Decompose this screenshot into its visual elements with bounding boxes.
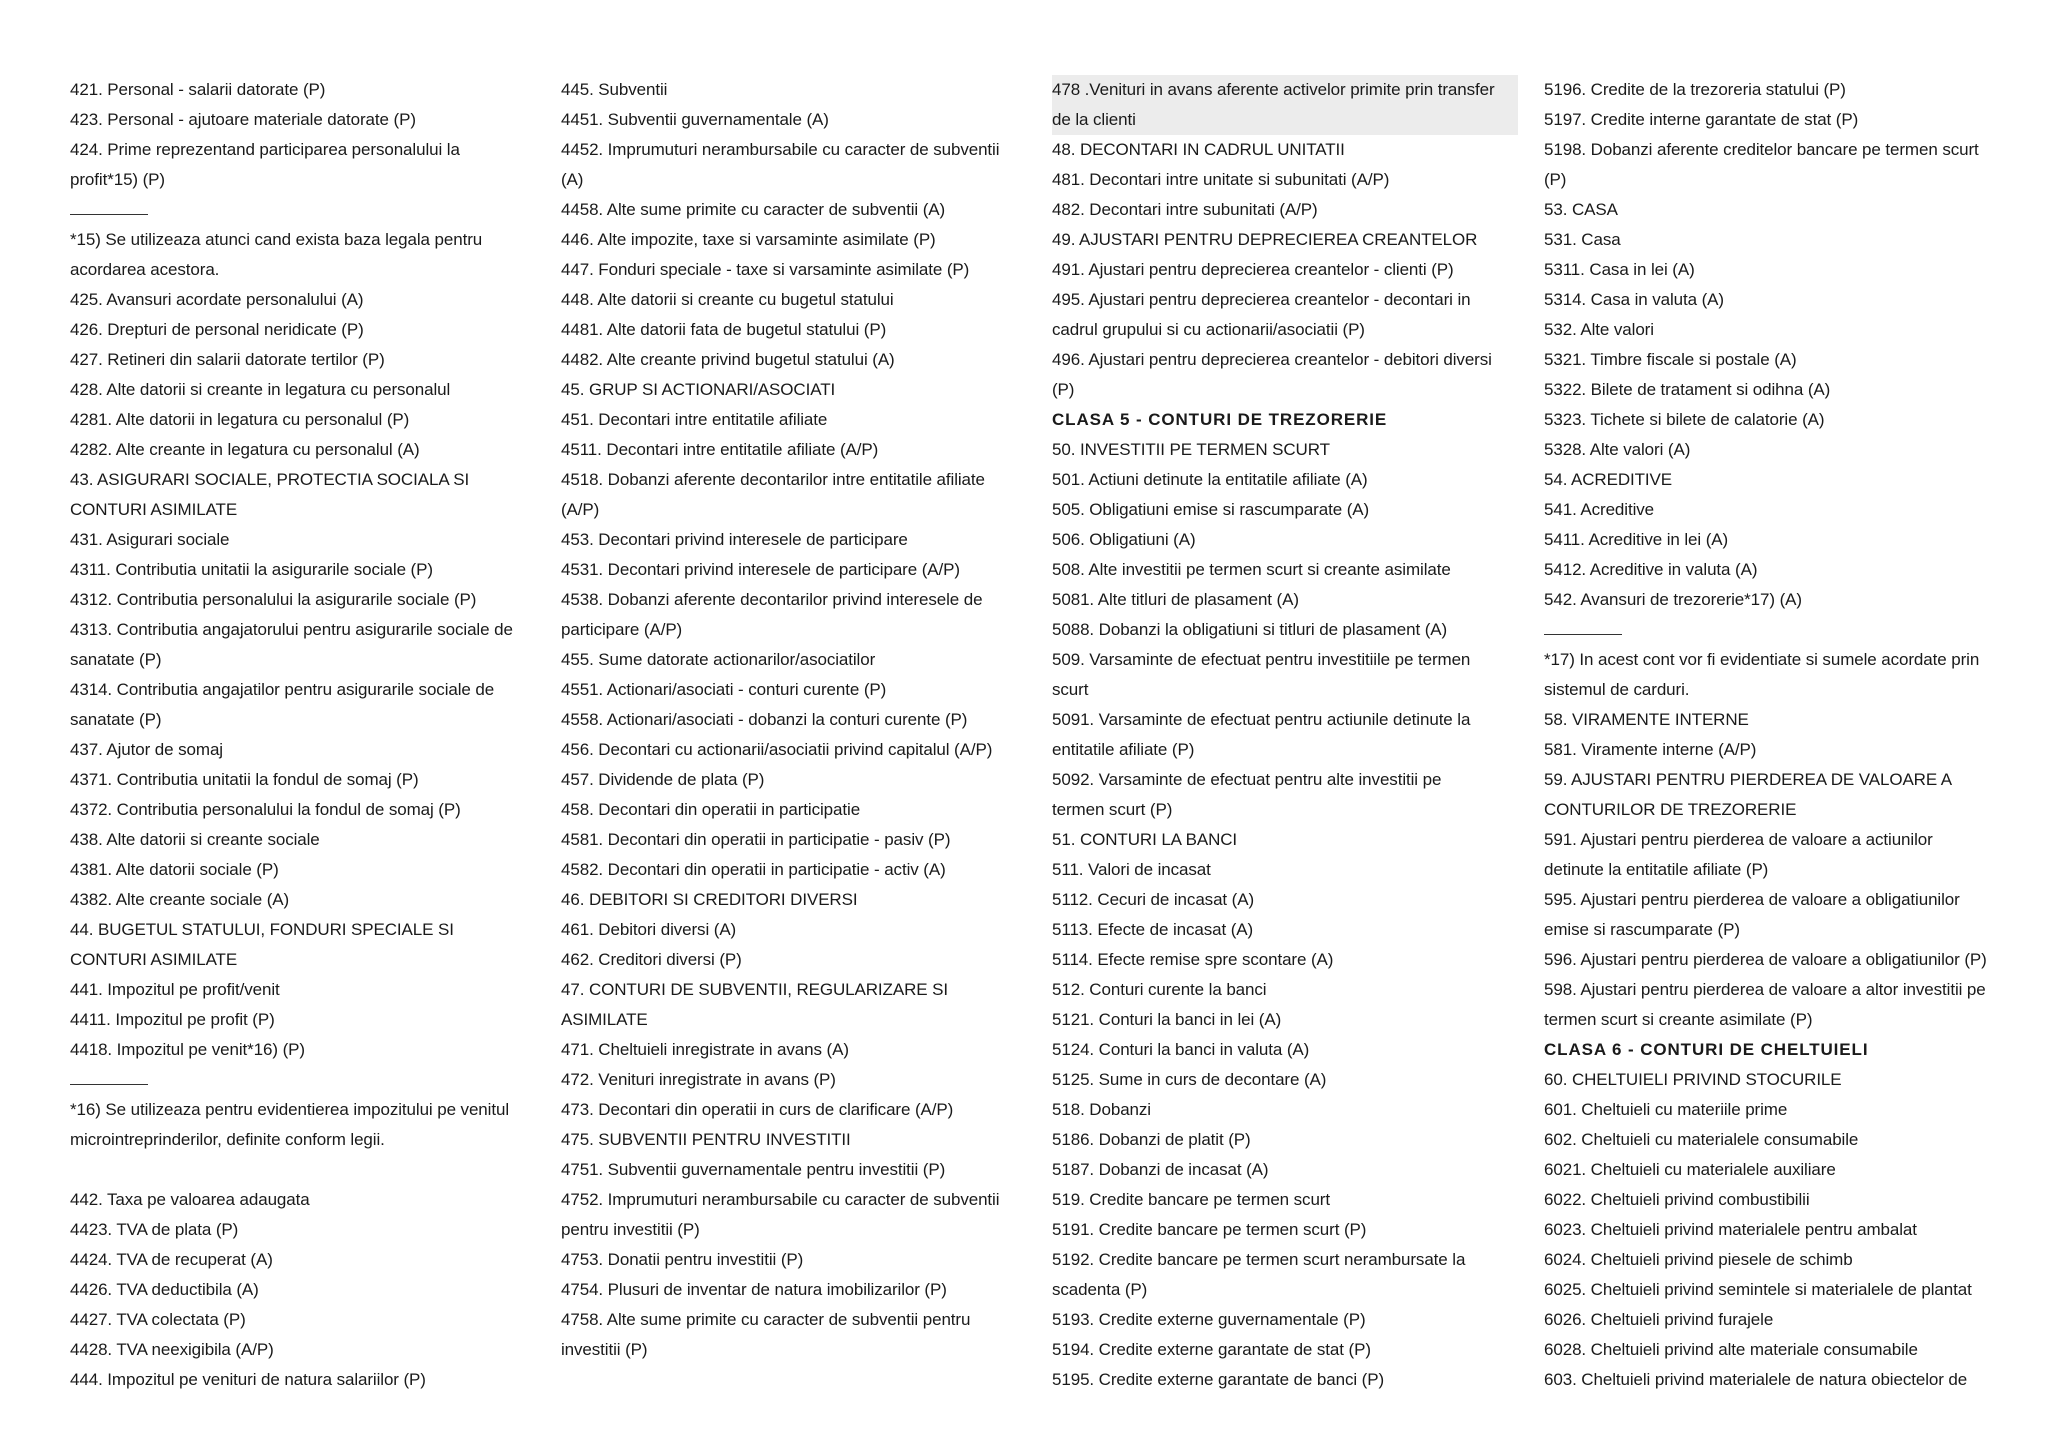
text-line: 425. Avansuri acordate personalului (A) bbox=[70, 290, 364, 309]
text-line: 5091. Varsaminte de efectuat pentru actiunile detinute la bbox=[1052, 710, 1471, 729]
text-line: 4582. Decontari din operatii in participatie - activ (A) bbox=[561, 860, 946, 879]
text-line: 496. Ajustari pentru deprecierea creantelor - debitori diversi bbox=[1052, 350, 1492, 369]
text-line: 591. Ajustari pentru pierderea de valoare a actiunilor bbox=[1544, 830, 1933, 849]
text-line: (A) bbox=[561, 170, 584, 189]
text-line: 512. Conturi curente la banci bbox=[1052, 980, 1267, 999]
text-line: 518. Dobanzi bbox=[1052, 1100, 1151, 1119]
text-line: 481. Decontari intre unitate si subunitati (A/P) bbox=[1052, 170, 1390, 189]
text-line: 6026. Cheltuieli privind furajele bbox=[1544, 1310, 1774, 1329]
highlighted-text-line: de la clienti bbox=[1052, 105, 1518, 135]
text-line: 471. Cheltuieli inregistrate in avans (A) bbox=[561, 1040, 849, 1059]
text-line: 53. CASA bbox=[1544, 200, 1618, 219]
text-line: 4312. Contributia personalului la asigurarile sociale (P) bbox=[70, 590, 477, 609]
text-line: entitatile afiliate (P) bbox=[1052, 740, 1195, 759]
footnote-separator bbox=[70, 1065, 532, 1095]
text-line: (P) bbox=[1544, 170, 1567, 189]
footnote-separator bbox=[70, 195, 532, 225]
text-line: 506. Obligatiuni (A) bbox=[1052, 530, 1196, 549]
text-line: 475. SUBVENTII PENTRU INVESTITII bbox=[561, 1130, 851, 1149]
text-line: 532. Alte valori bbox=[1544, 320, 1654, 339]
text-line: 5195. Credite externe garantate de banci (P) bbox=[1052, 1370, 1385, 1389]
text-line: 595. Ajustari pentru pierderea de valoare a obligatiunilor bbox=[1544, 890, 1960, 909]
text-line: termen scurt si creante asimilate (P) bbox=[1544, 1010, 1813, 1029]
text-line: 51. CONTURI LA BANCI bbox=[1052, 830, 1238, 849]
text-line: 5186. Dobanzi de platit (P) bbox=[1052, 1130, 1251, 1149]
text-line: 5411. Acreditive in lei (A) bbox=[1544, 530, 1729, 549]
text-line: 4581. Decontari din operatii in participatie - pasiv (P) bbox=[561, 830, 951, 849]
text-line: 4411. Impozitul pe profit (P) bbox=[70, 1010, 275, 1029]
text-line: 58. VIRAMENTE INTERNE bbox=[1544, 710, 1749, 729]
text-line: 4372. Contributia personalului la fondul de somaj (P) bbox=[70, 800, 461, 819]
text-line: 4382. Alte creante sociale (A) bbox=[70, 890, 290, 909]
text-line: 4428. TVA neexigibila (A/P) bbox=[70, 1340, 274, 1359]
text-line: 5114. Efecte remise spre scontare (A) bbox=[1052, 950, 1334, 969]
text-line: 4751. Subventii guvernamentale pentru investitii (P) bbox=[561, 1160, 946, 1179]
text-line: 4458. Alte sume primite cu caracter de subventii (A) bbox=[561, 200, 946, 219]
text-line: 5088. Dobanzi la obligatiuni si titluri de plasament (A) bbox=[1052, 620, 1448, 639]
text-line: 4281. Alte datorii in legatura cu personalul (P) bbox=[70, 410, 410, 429]
section-heading: CLASA 6 - CONTURI DE CHELTUIELI bbox=[1544, 1040, 1869, 1059]
text-line: 462. Creditori diversi (P) bbox=[561, 950, 742, 969]
text-line: 461. Debitori diversi (A) bbox=[561, 920, 737, 939]
text-line: 491. Ajustari pentru deprecierea creantelor - clienti (P) bbox=[1052, 260, 1454, 279]
text-line: acordarea acestora. bbox=[70, 260, 220, 279]
text-line: 46. DEBITORI SI CREDITORI DIVERSI bbox=[561, 890, 858, 909]
text-line: 601. Cheltuieli cu materiile prime bbox=[1544, 1100, 1788, 1119]
text-line: ASIMILATE bbox=[561, 1010, 648, 1029]
text-line: 4314. Contributia angajatilor pentru asigurarile sociale de bbox=[70, 680, 495, 699]
text-line: 541. Acreditive bbox=[1544, 500, 1655, 519]
text-line: 445. Subventii bbox=[561, 80, 668, 99]
text-line: 47. CONTURI DE SUBVENTII, REGULARIZARE SI bbox=[561, 980, 948, 999]
text-line: detinute la entitatile afiliate (P) bbox=[1544, 860, 1769, 879]
text-line: 45. GRUP SI ACTIONARI/ASOCIATI bbox=[561, 380, 836, 399]
text-line: 508. Alte investitii pe termen scurt si creante asimilate bbox=[1052, 560, 1451, 579]
text-line: 6024. Cheltuieli privind piesele de schimb bbox=[1544, 1250, 1853, 1269]
text-line: 6025. Cheltuieli privind semintele si materialele de plantat bbox=[1544, 1280, 1972, 1299]
text-line: 5192. Credite bancare pe termen scurt nerambursate la bbox=[1052, 1250, 1466, 1269]
text-line: scadenta (P) bbox=[1052, 1280, 1148, 1299]
text-line: 472. Venituri inregistrate in avans (P) bbox=[561, 1070, 836, 1089]
text-line: 4551. Actionari/asociati - conturi curente (P) bbox=[561, 680, 887, 699]
text-line: 5196. Credite de la trezoreria statului (P) bbox=[1544, 80, 1846, 99]
text-line: CONTURI ASIMILATE bbox=[70, 950, 238, 969]
footnote-text: *17) In acest cont vor fi evidentiate si sumele acordate prin bbox=[1544, 650, 1980, 669]
text-line: 4531. Decontari privind interesele de participare (A/P) bbox=[561, 560, 960, 579]
text-line: 5321. Timbre fiscale si postale (A) bbox=[1544, 350, 1797, 369]
text-line: 424. Prime reprezentand participarea personalului la bbox=[70, 140, 460, 159]
text-line: 50. INVESTITII PE TERMEN SCURT bbox=[1052, 440, 1330, 459]
column-4 bbox=[1544, 75, 2014, 1395]
column-2 bbox=[561, 75, 1016, 1365]
text-line: 596. Ajustari pentru pierderea de valoare a obligatiunilor (P) bbox=[1544, 950, 1987, 969]
text-line: (P) bbox=[1052, 380, 1075, 399]
text-line: emise si rascumparate (P) bbox=[1544, 920, 1740, 939]
text-line: 5197. Credite interne garantate de stat (P) bbox=[1544, 110, 1859, 129]
text-line: 5113. Efecte de incasat (A) bbox=[1052, 920, 1254, 939]
text-line: 4754. Plusuri de inventar de natura imobilizarilor (P) bbox=[561, 1280, 947, 1299]
text-line: 43. ASIGURARI SOCIALE, PROTECTIA SOCIALA SI bbox=[70, 470, 470, 489]
text-line: 4753. Donatii pentru investitii (P) bbox=[561, 1250, 804, 1269]
text-line: 6021. Cheltuieli cu materialele auxiliare bbox=[1544, 1160, 1836, 1179]
text-line: 49. AJUSTARI PENTRU DEPRECIEREA CREANTELOR bbox=[1052, 230, 1478, 249]
text-line: 5125. Sume in curs de decontare (A) bbox=[1052, 1070, 1327, 1089]
text-line: 4481. Alte datorii fata de bugetul statului (P) bbox=[561, 320, 887, 339]
text-line: 59. AJUSTARI PENTRU PIERDEREA DE VALOARE A bbox=[1544, 770, 1953, 789]
text-line: CONTURILOR DE TREZORERIE bbox=[1544, 800, 1797, 819]
text-line: 5412. Acreditive in valuta (A) bbox=[1544, 560, 1758, 579]
text-line: 4424. TVA de recuperat (A) bbox=[70, 1250, 273, 1269]
text-line: 437. Ajutor de somaj bbox=[70, 740, 223, 759]
text-line: 4423. TVA de plata (P) bbox=[70, 1220, 239, 1239]
footnote-text: *16) Se utilizeaza pentru evidentierea impozitului pe venitul bbox=[70, 1100, 509, 1119]
text-line: 6023. Cheltuieli privind materialele pentru ambalat bbox=[1544, 1220, 1917, 1239]
text-line: 5194. Credite externe garantate de stat (P) bbox=[1052, 1340, 1371, 1359]
text-line: 48. DECONTARI IN CADRUL UNITATII bbox=[1052, 140, 1345, 159]
text-line: 4518. Dobanzi aferente decontarilor intre entitatile afiliate bbox=[561, 470, 985, 489]
text-line: cadrul grupului si cu actionarii/asociatii (P) bbox=[1052, 320, 1365, 339]
text-line: 421. Personal - salarii datorate (P) bbox=[70, 80, 326, 99]
text-line: 4538. Dobanzi aferente decontarilor privind interesele de bbox=[561, 590, 983, 609]
text-line: 446. Alte impozite, taxe si varsaminte asimilate (P) bbox=[561, 230, 936, 249]
text-line: 447. Fonduri speciale - taxe si varsaminte asimilate (P) bbox=[561, 260, 970, 279]
highlighted-text-line: 478 .Venituri in avans aferente activelor primite prin transfer bbox=[1052, 75, 1518, 105]
text-line: 4558. Actionari/asociati - dobanzi la conturi curente (P) bbox=[561, 710, 968, 729]
text-line: 5081. Alte titluri de plasament (A) bbox=[1052, 590, 1299, 609]
text-line: 473. Decontari din operatii in curs de clarificare (A/P) bbox=[561, 1100, 954, 1119]
text-line: sanatate (P) bbox=[70, 710, 162, 729]
text-line: 6022. Cheltuieli privind combustibilii bbox=[1544, 1190, 1810, 1209]
text-line: 4427. TVA colectata (P) bbox=[70, 1310, 246, 1329]
text-line: sistemul de carduri. bbox=[1544, 680, 1690, 699]
text-line: 5124. Conturi la banci in valuta (A) bbox=[1052, 1040, 1310, 1059]
text-line: 495. Ajustari pentru deprecierea creantelor - decontari in bbox=[1052, 290, 1471, 309]
text-line: 542. Avansuri de trezorerie*17) (A) bbox=[1544, 590, 1802, 609]
text-line: 4426. TVA deductibila (A) bbox=[70, 1280, 259, 1299]
section-heading: CLASA 5 - CONTURI DE TREZORERIE bbox=[1052, 410, 1388, 429]
text-line: 431. Asigurari sociale bbox=[70, 530, 230, 549]
text-line: 54. ACREDITIVE bbox=[1544, 470, 1673, 489]
text-line: 6028. Cheltuieli privind alte materiale consumabile bbox=[1544, 1340, 1918, 1359]
text-line: 442. Taxa pe valoarea adaugata bbox=[70, 1190, 310, 1209]
text-line: 4313. Contributia angajatorului pentru asigurarile sociale de bbox=[70, 620, 513, 639]
text-line: 44. BUGETUL STATULUI, FONDURI SPECIALE SI bbox=[70, 920, 454, 939]
text-line: 509. Varsaminte de efectuat pentru investitiile pe termen bbox=[1052, 650, 1471, 669]
text-line: 438. Alte datorii si creante sociale bbox=[70, 830, 320, 849]
text-line: 441. Impozitul pe profit/venit bbox=[70, 980, 280, 999]
text-line: 519. Credite bancare pe termen scurt bbox=[1052, 1190, 1330, 1209]
text-line: 581. Viramente interne (A/P) bbox=[1544, 740, 1757, 759]
text-line: 458. Decontari din operatii in participatie bbox=[561, 800, 861, 819]
text-line: 505. Obligatiuni emise si rascumparate (A) bbox=[1052, 500, 1370, 519]
text-line: 423. Personal - ajutoare materiale datorate (P) bbox=[70, 110, 416, 129]
text-line: 4371. Contributia unitatii la fondul de somaj (P) bbox=[70, 770, 419, 789]
text-line: 501. Actiuni detinute la entitatile afiliate (A) bbox=[1052, 470, 1368, 489]
text-line: pentru investitii (P) bbox=[561, 1220, 700, 1239]
footnote-separator bbox=[1544, 615, 2014, 645]
text-line: 4758. Alte sume primite cu caracter de subventii pentru bbox=[561, 1310, 971, 1329]
text-line: investitii (P) bbox=[561, 1340, 648, 1359]
text-line: 5322. Bilete de tratament si odihna (A) bbox=[1544, 380, 1831, 399]
text-line: 482. Decontari intre subunitati (A/P) bbox=[1052, 200, 1318, 219]
text-line: termen scurt (P) bbox=[1052, 800, 1173, 819]
text-line: 5311. Casa in lei (A) bbox=[1544, 260, 1695, 279]
text-line: 456. Decontari cu actionarii/asociatii privind capitalul (A/P) bbox=[561, 740, 993, 759]
text-line: 598. Ajustari pentru pierderea de valoare a altor investitii pe bbox=[1544, 980, 1986, 999]
text-line: 427. Retineri din salarii datorate tertilor (P) bbox=[70, 350, 385, 369]
text-line: 5121. Conturi la banci in lei (A) bbox=[1052, 1010, 1282, 1029]
text-line: 4381. Alte datorii sociale (P) bbox=[70, 860, 279, 879]
text-line: 426. Drepturi de personal neridicate (P) bbox=[70, 320, 364, 339]
text-line: 4482. Alte creante privind bugetul statului (A) bbox=[561, 350, 895, 369]
text-line: CONTURI ASIMILATE bbox=[70, 500, 238, 519]
blank-line bbox=[70, 1155, 532, 1185]
column-3 bbox=[1052, 75, 1514, 1395]
text-line: 5187. Dobanzi de incasat (A) bbox=[1052, 1160, 1269, 1179]
text-line: (A/P) bbox=[561, 500, 600, 519]
text-line: 5112. Cecuri de incasat (A) bbox=[1052, 890, 1255, 909]
text-line: 4311. Contributia unitatii la asigurarile sociale (P) bbox=[70, 560, 433, 579]
text-line: 603. Cheltuieli privind materialele de natura obiectelor de bbox=[1544, 1370, 1968, 1389]
text-line: 4282. Alte creante in legatura cu personalul (A) bbox=[70, 440, 420, 459]
text-line: 453. Decontari privind interesele de participare bbox=[561, 530, 908, 549]
text-line: 4511. Decontari intre entitatile afiliate (A/P) bbox=[561, 440, 879, 459]
text-line: 531. Casa bbox=[1544, 230, 1621, 249]
text-line: microintreprinderilor, definite conform legii. bbox=[70, 1130, 385, 1149]
text-line: 451. Decontari intre entitatile afiliate bbox=[561, 410, 828, 429]
text-line: 4418. Impozitul pe venit*16) (P) bbox=[70, 1040, 305, 1059]
text-line: participare (A/P) bbox=[561, 620, 683, 639]
text-line: 444. Impozitul pe venituri de natura salariilor (P) bbox=[70, 1370, 426, 1389]
text-line: 5314. Casa in valuta (A) bbox=[1544, 290, 1724, 309]
text-line: 457. Dividende de plata (P) bbox=[561, 770, 765, 789]
text-line: 5092. Varsaminte de efectuat pentru alte investitii pe bbox=[1052, 770, 1442, 789]
footnote-text: *15) Se utilizeaza atunci cand exista baza legala pentru bbox=[70, 230, 483, 249]
text-line: 602. Cheltuieli cu materialele consumabile bbox=[1544, 1130, 1859, 1149]
text-line: 5328. Alte valori (A) bbox=[1544, 440, 1691, 459]
text-line: sanatate (P) bbox=[70, 650, 162, 669]
text-line: 4451. Subventii guvernamentale (A) bbox=[561, 110, 829, 129]
text-line: 5323. Tichete si bilete de calatorie (A) bbox=[1544, 410, 1825, 429]
text-line: 455. Sume datorate actionarilor/asociatilor bbox=[561, 650, 876, 669]
text-line: scurt bbox=[1052, 680, 1089, 699]
text-line: 5198. Dobanzi aferente creditelor bancare pe termen scurt bbox=[1544, 140, 1979, 159]
text-line: 60. CHELTUIELI PRIVIND STOCURILE bbox=[1544, 1070, 1842, 1089]
text-line: 5193. Credite externe guvernamentale (P) bbox=[1052, 1310, 1366, 1329]
text-line: 511. Valori de incasat bbox=[1052, 860, 1211, 879]
text-line: 4452. Imprumuturi nerambursabile cu caracter de subventii bbox=[561, 140, 1000, 159]
text-line: 448. Alte datorii si creante cu bugetul statului bbox=[561, 290, 894, 309]
text-line: 5191. Credite bancare pe termen scurt (P) bbox=[1052, 1220, 1367, 1239]
text-line: 428. Alte datorii si creante in legatura cu personalul bbox=[70, 380, 451, 399]
text-line: 4752. Imprumuturi nerambursabile cu caracter de subventii bbox=[561, 1190, 1000, 1209]
column-1 bbox=[70, 75, 532, 1395]
text-line: profit*15) (P) bbox=[70, 170, 165, 189]
